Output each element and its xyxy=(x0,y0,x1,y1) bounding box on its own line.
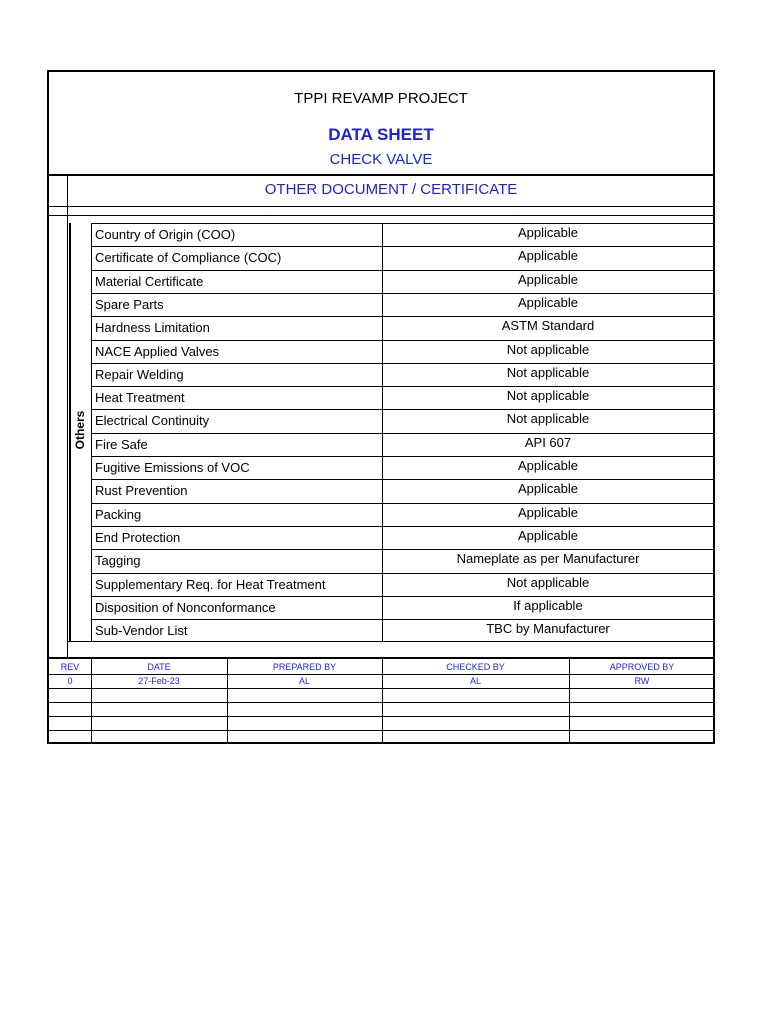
row-value: Applicable xyxy=(518,225,578,240)
data-sheet xyxy=(47,70,715,744)
row-label: Fire Safe xyxy=(95,437,148,452)
rev-line-3 xyxy=(49,702,713,703)
header-divider xyxy=(49,174,713,176)
project-title: TPPI REVAMP PROJECT xyxy=(294,90,468,107)
row-label: Disposition of Nonconformance xyxy=(95,600,276,615)
row-label: Rust Prevention xyxy=(95,483,188,498)
section-divider xyxy=(49,206,713,207)
row-label: Country of Origin (COO) xyxy=(95,227,236,242)
revision-top xyxy=(49,657,713,659)
row-value: Not applicable xyxy=(506,411,590,426)
row-label: Tagging xyxy=(95,553,141,568)
rev-line-2 xyxy=(49,688,713,689)
row-label: Supplementary Req. for Heat Treatment xyxy=(95,577,326,592)
row-label: Hardness Limitation xyxy=(95,320,210,335)
approved-header: APPROVED BY xyxy=(609,662,675,672)
section-title: OTHER DOCUMENT / CERTIFICATE xyxy=(264,181,518,198)
row-label: Heat Treatment xyxy=(95,390,185,405)
col-line-1 xyxy=(67,174,68,657)
row-value: Not applicable xyxy=(506,575,590,590)
date-value: 27-Feb-23 xyxy=(138,676,180,686)
rev-line-5 xyxy=(49,730,713,731)
row-value: Nameplate as per Manufacturer xyxy=(456,551,640,566)
row-label: Sub-Vendor List xyxy=(95,623,188,638)
equipment-title: CHECK VALVE xyxy=(329,151,433,168)
row-value: Applicable xyxy=(518,505,578,520)
row-value: Applicable xyxy=(518,528,578,543)
row-value: Applicable xyxy=(518,481,578,496)
spacer-divider xyxy=(49,215,713,216)
row-label: Material Certificate xyxy=(95,274,204,289)
row-value: Applicable xyxy=(518,458,578,473)
row-value: Applicable xyxy=(518,272,578,287)
row-value: API 607 xyxy=(524,435,572,450)
row-label: Fugitive Emissions of VOC xyxy=(95,460,250,475)
row-value: Applicable xyxy=(518,295,578,310)
group-label-others: Others xyxy=(73,410,87,450)
row-value: TBC by Manufacturer xyxy=(486,621,610,636)
row-label: NACE Applied Valves xyxy=(95,344,220,359)
prepared-value: AL xyxy=(298,676,310,686)
group-line-left xyxy=(69,223,71,641)
table-bottom xyxy=(67,641,713,642)
row-label: End Protection xyxy=(95,530,181,545)
approved-value: RW xyxy=(634,676,650,686)
rev-line-4 xyxy=(49,716,713,717)
date-header: DATE xyxy=(147,662,171,672)
row-value: If applicable xyxy=(513,598,583,613)
row-label: Repair Welding xyxy=(95,367,184,382)
rev-value: 0 xyxy=(67,676,73,686)
checked-header: CHECKED BY xyxy=(446,662,505,672)
doc-type-title: DATA SHEET xyxy=(328,125,434,144)
prepared-header: PREPARED BY xyxy=(272,662,337,672)
row-label: Electrical Continuity xyxy=(95,413,210,428)
checked-value: AL xyxy=(469,676,481,686)
row-value: ASTM Standard xyxy=(501,318,595,333)
row-value: Not applicable xyxy=(506,388,590,403)
row-label: Spare Parts xyxy=(95,297,164,312)
row-value: Not applicable xyxy=(506,342,590,357)
row-value: Applicable xyxy=(518,248,578,263)
row-label: Packing xyxy=(95,507,142,522)
rev-header: REV xyxy=(60,662,80,672)
row-value: Not applicable xyxy=(506,365,590,380)
row-label: Certificate of Compliance (COC) xyxy=(95,250,282,265)
